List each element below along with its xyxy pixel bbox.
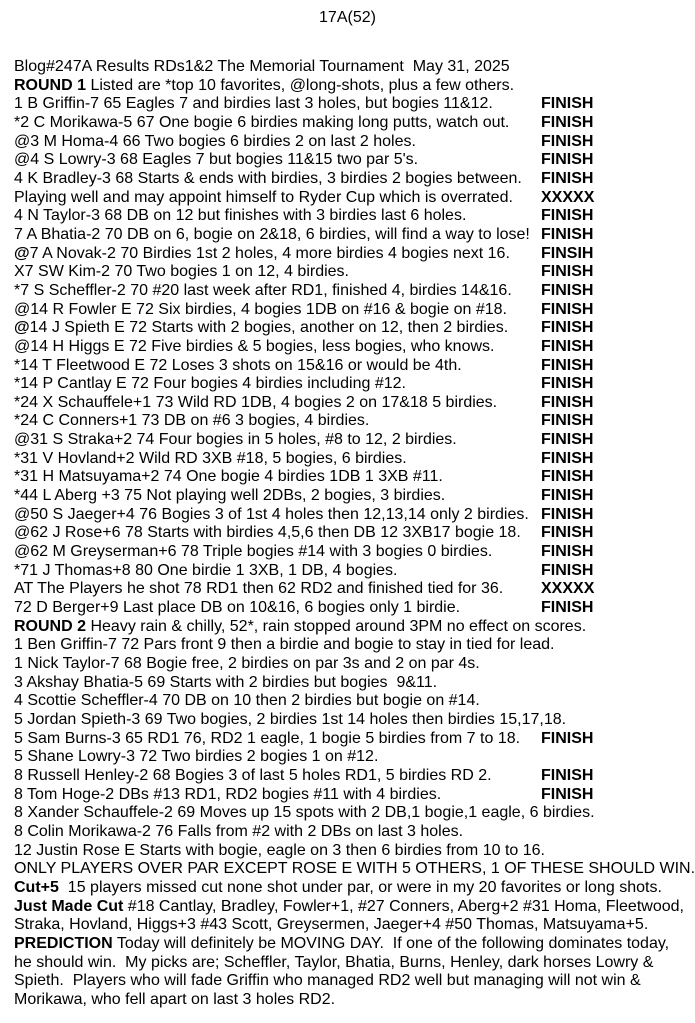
line-text: 8 Tom Hoge-2 DBs #13 RD1, RD2 bogies #11 with 4 birdies. xyxy=(14,785,442,803)
doc-line xyxy=(14,655,695,674)
line-text: Spieth. Players who will fade Griffin who managed RD2 well but managing will not win & xyxy=(14,972,641,990)
doc-line xyxy=(14,95,695,114)
finish-tag: FINISH xyxy=(541,281,594,299)
doc-line xyxy=(14,487,695,506)
doc-line xyxy=(14,748,695,767)
line-text: *7 S Scheffler-2 70 #20 last week after RD1, finished 4, birdies 14&16. xyxy=(14,281,512,299)
page-title: 17A(52) xyxy=(319,9,376,26)
line-text: @31 S Straka+2 74 Four bogies in 5 holes, #8 to 12, 2 birdies. xyxy=(14,431,457,449)
skip-tag: XXXXX xyxy=(541,580,595,598)
line-text: 1 Nick Taylor-7 68 Bogie free, 2 birdies on par 3s and 2 on par 4s. xyxy=(14,655,480,672)
finish-tag: FINISH xyxy=(541,263,594,281)
line-text: @62 M Greyserman+6 78 Triple bogies #14 with 3 bogies 0 birdies. xyxy=(14,543,493,561)
line-text: 4 K Bradley-3 68 Starts & ends with birdies, 3 birdies 2 bogies between. xyxy=(14,169,522,187)
line-text: 4 Scottie Scheffler-4 70 DB on 10 then 2 birdies but bogie on #14. xyxy=(14,692,480,710)
doc-line xyxy=(14,319,695,338)
line-text: @14 J Spieth E 72 Starts with 2 bogies, another on 12, then 2 birdies. xyxy=(14,319,509,337)
line-text: 72 D Berger+9 Last place DB on 10&16, 6 bogies only 1 birdie. xyxy=(14,599,461,617)
line-text: 3 Akshay Bhatia-5 69 Starts with 2 birdies but bogies 9&11. xyxy=(14,673,438,691)
doc-line xyxy=(14,506,695,525)
doc-line xyxy=(14,898,695,917)
doc-line xyxy=(14,170,695,189)
doc-line xyxy=(14,692,695,711)
doc-line xyxy=(14,58,695,77)
line-text: 5 Jordan Spieth-3 69 Two bogies, 2 birdies 1st 14 holes then birdies 15,17,18. xyxy=(14,710,567,728)
doc-line xyxy=(14,114,695,133)
doc-line xyxy=(14,263,695,282)
line-text: ROUND 2 Heavy rain & chilly, 52*, rain stopped around 3PM no effect on scores. xyxy=(14,617,587,635)
line-text: PREDICTION Today will definitely be MOVING DAY. If one of the following dominates today, xyxy=(14,934,670,952)
line-text: 8 Russell Henley-2 68 Bogies 3 of last 5 holes RD1, 5 birdies RD 2. xyxy=(14,766,492,784)
doc-line xyxy=(14,823,695,842)
document-body xyxy=(14,58,695,1009)
line-text: *24 C Conners+1 73 DB on #6 3 bogies, 4 birdies. xyxy=(14,412,370,430)
doc-line xyxy=(14,226,695,245)
line-text: Straka, Hovland, Higgs+3 #43 Scott, Greysermen, Jaeger+4 #50 Thomas, Matsuyama+5. xyxy=(14,916,649,934)
finish-tag: FINISH xyxy=(541,337,594,355)
finish-tag: FINISH xyxy=(541,356,594,374)
finish-tag: FINISH xyxy=(541,207,594,225)
doc-line xyxy=(14,77,695,96)
line-text: 1 Ben Griffin-7 72 Pars front 9 then a birdie and bogie to stay in tied for lead. xyxy=(14,636,555,654)
doc-line xyxy=(14,338,695,357)
doc-line xyxy=(14,599,695,618)
doc-line xyxy=(14,730,695,749)
doc-line xyxy=(14,189,695,208)
line-text: *71 J Thomas+8 80 One birdie 1 3XB, 1 DB, 4 bogies. xyxy=(14,561,398,579)
doc-line xyxy=(14,972,695,991)
doc-line xyxy=(14,394,695,413)
line-text: *31 H Matsuyama+2 74 One bogie 4 birdies 1DB 1 3XB #11. xyxy=(14,468,443,486)
line-text: @7 A Novak-2 70 Birdies 1st 2 holes, 4 more birdies 4 bogies next 16. xyxy=(14,244,510,262)
finish-tag: FINISH xyxy=(541,505,594,523)
line-text: *44 L Aberg +3 75 Not playing well 2DBs, 2 bogies, 3 birdies. xyxy=(14,487,446,505)
doc-line xyxy=(14,468,695,487)
finish-tag: FINISH xyxy=(541,169,594,187)
doc-line xyxy=(14,842,695,861)
doc-line xyxy=(14,431,695,450)
line-text: @4 S Lowry-3 68 Eagles 7 but bogies 11&15 two par 5's. xyxy=(14,151,419,169)
line-text: @50 S Jaeger+4 76 Bogies 3 of 1st 4 holes then 12,13,14 only 2 birdies. xyxy=(14,505,529,523)
finish-tag: FINISH xyxy=(541,300,594,318)
finish-tag: FINISH xyxy=(541,412,594,430)
doc-line xyxy=(14,450,695,469)
doc-line xyxy=(14,860,695,879)
line-text: 5 Sam Burns-3 65 RD1 76, RD2 1 eagle, 1 bogie 5 birdies from 7 to 18. xyxy=(14,729,521,747)
line-text: 1 B Griffin-7 65 Eagles 7 and birdies last 3 holes, but bogies 11&12. xyxy=(14,95,493,113)
doc-line xyxy=(14,804,695,823)
line-text: AT The Players he shot 78 RD1 then 62 RD2 and finished tied for 36. xyxy=(14,580,504,598)
line-text: @62 J Rose+6 78 Starts with birdies 4,5,6 then DB 12 3XB17 bogie 18. xyxy=(14,524,521,542)
finish-tag: FINISH xyxy=(541,375,594,393)
finish-tag: FINISH xyxy=(541,599,594,617)
finish-tag: FINISH xyxy=(541,95,594,113)
doc-line xyxy=(14,916,695,935)
doc-line xyxy=(14,245,695,264)
line-text: 8 Colin Morikawa-2 76 Falls from #2 with 2 DBs on last 3 holes. xyxy=(14,822,464,840)
finish-tag: FINISH xyxy=(541,319,594,337)
doc-line xyxy=(14,879,695,898)
line-text: @14 H Higgs E 72 Five birdies & 5 bogies, less bogies, who knows. xyxy=(14,337,495,355)
finish-tag: FINISH xyxy=(541,766,594,784)
line-text: *31 V Hovland+2 Wild RD 3XB #18, 5 bogies, 6 birdies. xyxy=(14,449,407,467)
finish-tag: FINSIH xyxy=(541,244,594,262)
doc-line xyxy=(14,562,695,581)
line-text: ROUND 1 Listed are *top 10 favorites, @long-shots, plus a few others. xyxy=(14,76,515,94)
finish-tag: FINISH xyxy=(541,393,594,411)
doc-line xyxy=(14,207,695,226)
finish-tag: FINISH xyxy=(541,449,594,467)
finish-tag: FINISH xyxy=(541,113,594,131)
line-text: ONLY PLAYERS OVER PAR EXCEPT ROSE E WITH 5 OTHERS, 1 OF THESE SHOULD WIN. xyxy=(14,860,695,878)
doc-line xyxy=(14,580,695,599)
line-text: @3 M Homa-4 66 Two bogies 6 birdies 2 on last 2 holes. xyxy=(14,132,416,150)
line-text: he should win. My picks are; Scheffler, Taylor, Bhatia, Burns, Henley, dark horses Lowry & xyxy=(14,953,654,971)
finish-tag: FINISH xyxy=(541,132,594,150)
doc-line xyxy=(14,133,695,152)
doc-line xyxy=(14,543,695,562)
finish-tag: FINISH xyxy=(541,151,594,169)
doc-line xyxy=(14,301,695,320)
finish-tag: FINISH xyxy=(541,468,594,486)
line-text: 4 N Taylor-3 68 DB on 12 but finishes with 3 birdies last 6 holes. xyxy=(14,207,467,225)
line-text: Cut+5 15 players missed cut none shot under par, or were in my 20 favorites or long shots. xyxy=(14,878,662,896)
doc-line xyxy=(14,618,695,637)
finish-tag: FINISH xyxy=(541,729,594,747)
line-text: Morikawa, who fell apart on last 3 holes RD2. xyxy=(14,990,336,1008)
doc-line xyxy=(14,786,695,805)
doc-line xyxy=(14,636,695,655)
doc-line xyxy=(14,151,695,170)
finish-tag: FINISH xyxy=(541,543,594,561)
line-text: X7 SW Kim-2 70 Two bogies 1 on 12, 4 birdies. xyxy=(14,263,349,281)
line-text: *2 C Morikawa-5 67 One bogie 6 birdies making long putts, watch out. xyxy=(14,113,510,131)
line-text: @14 R Fowler E 72 Six birdies, 4 bogies 1DB on #16 & bogie on #18. xyxy=(14,300,507,318)
line-text: 5 Shane Lowry-3 72 Two birdies 2 bogies 1 on #12. xyxy=(14,748,379,766)
line-text: Just Made Cut #18 Cantlay, Bradley, Fowler+1, #27 Conners, Aberg+2 #31 Homa, Fleetwood, xyxy=(14,897,684,915)
doc-line xyxy=(14,711,695,730)
doc-line xyxy=(14,282,695,301)
line-text: 12 Justin Rose E Starts with bogie, eagle on 3 then 6 birdies from 10 to 16. xyxy=(14,841,545,859)
doc-line xyxy=(14,767,695,786)
doc-line xyxy=(14,357,695,376)
doc-line xyxy=(14,524,695,543)
skip-tag: XXXXX xyxy=(541,188,595,206)
line-text: 8 Xander Schauffele-2 69 Moves up 15 spots with 2 DB,1 bogie,1 eagle, 6 birdies. xyxy=(14,804,595,822)
doc-line xyxy=(14,375,695,394)
doc-line xyxy=(14,412,695,431)
finish-tag: FINISH xyxy=(541,431,594,449)
finish-tag: FINISH xyxy=(541,524,594,542)
line-text: *14 P Cantlay E 72 Four bogies 4 birdies including #12. xyxy=(14,375,406,393)
finish-tag: FINISH xyxy=(541,561,594,579)
line-text: Playing well and may appoint himself to Ryder Cup which is overrated. xyxy=(14,188,513,206)
finish-tag: FINISH xyxy=(541,487,594,505)
finish-tag: FINISH xyxy=(541,785,594,803)
doc-line xyxy=(14,954,695,973)
doc-line xyxy=(14,674,695,693)
line-text: *14 T Fleetwood E 72 Loses 3 shots on 15&16 or would be 4th. xyxy=(14,356,462,374)
line-text: *24 X Schauffele+1 73 Wild RD 1DB, 4 bogies 2 on 17&18 5 birdies. xyxy=(14,393,498,411)
doc-line xyxy=(14,935,695,954)
line-text: Blog#247A Results RDs1&2 The Memorial Tournament May 31, 2025 xyxy=(14,58,510,75)
line-text: 7 A Bhatia-2 70 DB on 6, bogie on 2&18, 6 birdies, will find a way to lose! xyxy=(14,225,530,243)
doc-line xyxy=(14,991,695,1010)
finish-tag: FINISH xyxy=(541,225,594,243)
